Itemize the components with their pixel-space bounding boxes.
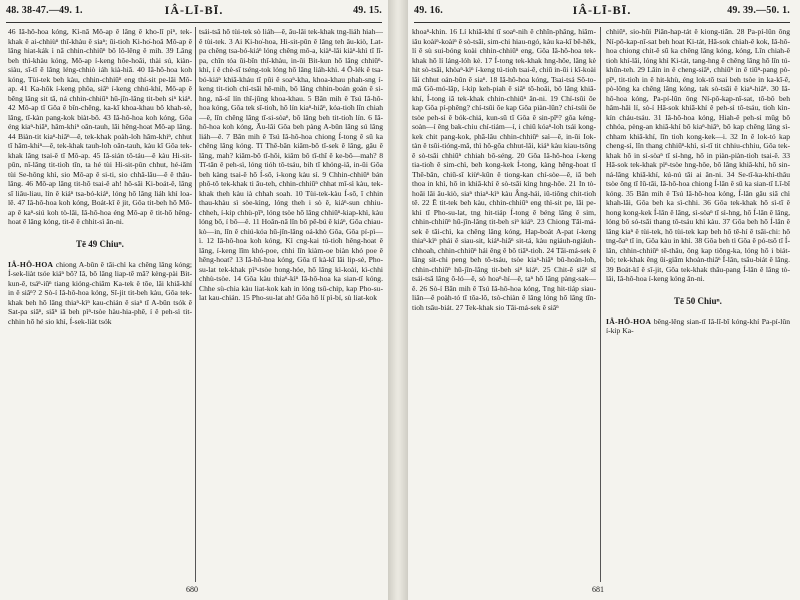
chapter-lead-word: IÂ-HÔ-HOA xyxy=(8,259,54,269)
left-page-header xyxy=(6,3,382,19)
verse-text: bêng-lêng sian-tī Iâ-lī-bî kóng-khí Pa-pí-lûn í-kip Ka- xyxy=(606,316,790,335)
header-verse-ref-left: 48. 38-47.—49. 1. xyxy=(6,5,83,16)
right-column-1 xyxy=(412,27,596,582)
header-verse-ref-right: 49. 39.—50. 1. xyxy=(727,5,790,16)
column-divider xyxy=(600,27,601,582)
page-number: 680 xyxy=(186,585,198,594)
right-page xyxy=(408,0,796,600)
chapter-heading: Tē 50 Chiuⁿ. xyxy=(674,295,722,306)
verse-text: chhiūⁿ, sio-hûi Piān-hap-tát ê kiong-tiān. 28 Pa-pí-lûn ông Ní-pô-kap-nî-sat beh hoat Ki-tát, Hā-sok chiah-ê kok, Iâ-hô-hoa chiong chit-ê sū ka chêng lâng kóng, kóng, Lîn chiah-ê tioh khí-lâi, lóng khì Ki-tát, tang-hng ê chêng lâng hō lîn tú-khûn-teh. 29 Lâin in ê cheng-siâⁿ, chhiūⁿ in ê tiūⁿ-pang pò-pīⁿ, tit-tio̍h in ê hit-khù, éng lok-tō tsai beh tsòe in ka-kī-ê, pò-lông ka chêng lâng kóng, tak sò-tsāi ê kiaⁿ-hiâⁿ. 30 Iâ-hô-hoa kóng, Pa-pí-lûn ông Ní-pô-kap-nî-sat, tō-bô beh hâm-hâi lí, sò-í Hā-sok khiā-khí ê peh-sì tô-tsáu, tio̍h kìn-kín cháu-tsáu. 31 Iâ-hô-hoa kóng, Hiah-ê peh-sì mûg bô chhóa, pèng-an khiā-khí bô kiaⁿ-hiâⁿ, bô kap chêng lâng sì-chham khiā-khí, lîn tio̍h kong-kek—i. 32 In ê lok-tó kap cheng-sì, lîn thang chhiūⁿ-khì, sì-tī tit chhiu-chhiu, Gôa tek-khak hō in sì-sòaⁿ tī sì-hng, hō in piàn-piàn-tio̍h tsai-ê. 33 Hā-sok tek-khak pìⁿ-tsòe hng-hôe, bô lâng khiā-khí, hō sin-ná-lâng khiā-khí, kú-nú tāi ai ân-ni. 34 Se-tī-ka-khí-thâu tsòe ông tī Iû-tāi, Iâ-hô-hoa chiong Í-lân ê sū ka sian-tī Lî-bî kóng. 35 Bān mih ê Tsú Iâ-hô-hoa kóng, Í-lân gâu siā chì khah-lâi, Gôa beh ka sì-chhi. 36 Gôa tek-khak hō sì-tī ê hong kong-kek Í-lân ê lâng, sì-sòaⁿ tī sì-hng, hō Í-lân ê lâng, lóng bô só-tsāi thang tô-tsáu khì kàu. 37 Gôa beh hō Í-lân ê lâng kiaⁿ ê tùi-tek, hō tùi-tek kap beh hō tē-hí ê tsāi-chi: hō tng-ōaⁿ tī in, Gôa kàu in khì. 38 Gôa beh tì Gôa ê pó-tsō tī Í-lân, chhin-chhiūⁿ tē-thâu, ông kap tiông-ka, lóng hō i biát-bô; tek-khak êng ūi-giâm khoàn-thiâⁿ Í-lân, tsâu-biát ê lâng. 39 Boát-kî ê sî-jit, Gôa tek-khak thâu-pang Í-lân ê lâng tò-lâi, Iâ-hô-hoa í-keng kóng ân-ni. xyxy=(606,27,790,283)
book-gutter xyxy=(388,0,408,600)
column-divider xyxy=(195,27,196,582)
header-rule xyxy=(414,22,790,23)
left-column-1 xyxy=(8,27,192,582)
right-column-2 xyxy=(606,27,790,582)
page-number: 681 xyxy=(592,585,604,594)
right-page-header xyxy=(414,3,790,19)
chapter-lead-word: IÂ-HÔ-HOA xyxy=(606,316,652,326)
header-book-title: IÂ-LĪ-BĪ. xyxy=(572,3,632,17)
left-page xyxy=(0,0,388,600)
left-column-2 xyxy=(199,27,383,582)
header-book-title: IÂ-LĪ-BĪ. xyxy=(164,3,224,17)
chapter-opening xyxy=(606,317,790,336)
header-rule xyxy=(6,22,382,23)
verse-text: chiong A-bûn ê tāi-chì ka chêng lâng kóng; Í-sek-liàt tsóe kiáⁿ bô? Iâ, bô lâng liap-tē mā? kèng-pài Bit-kun-ê, tsáⁿ-iūⁿ tiang kióng-chiâm Ka-tek ê tōe, lâi khiā-khí in ê siâⁿ? 2 Sò-í Iâ-hô-hoa kóng, Sî-jit tit-beh kàu, Gôa tek-khak beh hō lâng thiaⁿ-kìⁿ kau-chián ê siaⁿ tī A-bûn tsók ê Sat-pa siâⁿ, siâⁿ iā beh pìⁿ-tsòe hàu-hia-phê, í ê peh-sì tit-chhin hō hé sio khì, Í-sek-liàt tsók xyxy=(8,259,192,326)
verse-text: khoaⁿ-khin. 16 Lí khiā-khí tī soaⁿ-nih ê chhîn-phâng, hiâm-iâu koàiⁿ-koàiⁿ ê sò-tsāi, sim-chi hiau-ngó, kàu ka-kī bē-hēk, lí ē sù sui-bóng koài chhin-chhiūⁿ eng, Gôa Iâ-hô-hoa tek-khak hō lí láng-lóh kè. 17 Í-tong tek-khak hng-hôe, lâng kè hit sò-tsāi, khòaⁿ-kìⁿ í-keng tú-tio̍h tsai-ē, chiū in-ūi i kî-koài lâi chhut oán-bûn ê siaⁿ. 18 Iâ-hô-hoa kóng, Tsai-tsá Sô-to-mâ Gô-mó-lâp, í-kip keh-piah ê siâⁿ tō-hoâi, bô lâng khiā-khí, Í-tong iā tek-khak chhin-chhiūⁿ ân-ni. 19 Chí-tsûi ōe kap Gôa pí-phêng? chí-tsûi ōe kap Gôa piàn-lūn? chí-tsûi ōe tsòe peh-sì ê bók-chiá, kun-sū tī Gôa ê sin-pīⁿ? gôa kéng-soàn—í êng bak-chiu chí-tiám—í, i chiū kóaⁿ-lo̍h tsái kong-kek chit pang-kok, phā-lâu chhin-chhiūⁿ saì—ê, in-ūi Iok-tàn ê tsûi-tióng-mâ, thì hô-gōa chhut-lâi, kiáⁿ kàu kiau-tsông ê sò-tsāi chhiūⁿ chhiah bô-séng. 20 Gôa Iâ-hô-hoa í-keng tia-tio̍h ê sim-chì, beh kong-kek Í-tong, kàng hêng-hoat tī Thê-bân, chiū-sī kiùⁿ-kûn ê tiong-kan chí-sòe—ê, iā beh thoa in khì, hō in khiā-khí ê sò-tsāi kìng hng-hôe. 21 In tò-hoâi lâi âu-kiò, siaⁿ thiaⁿ-kìⁿ kàu Âng-hái, iû-tiông chit-tio̍h tē. 22 Ē tit-tek beh kàu, chhin-chhiūⁿ eng thì-sit pe, lâi pe-khì tī Pho-su-lat, tng hit-tiáp Í-tong ê béng lâng ê sim, chhin-chhiūⁿ hū-jîn-lâng tit-beh siⁿ kiáⁿ. 23 Chiong Tāi-má-sek ê tāi-chì, ka chêng lâng kóng, Hap-boát A-pat í-keng thiaⁿ-kìⁿ phái ê siau-sit, kiáⁿ-hiâⁿ sit-tá, kàu ngiáuh-ngiáuh-chhoah, chhin-chhiūⁿ hái êng ê bô tiāⁿ-tio̍h. 24 Tāi-má-sek ê lâng sit-chi peng beh tô-tsáu, tsòe kiaⁿ-hiâⁿ bû-hoán-lo̍h, chhin-chhiūⁿ hū-jîn-lâng tit-beh siⁿ kiáⁿ. 25 Chit-ê siâⁿ sī tsái-tsā lâng ō-ló—ê, sò hoaⁿ-hí—ê, taⁿ hō lâng pàng-sak—ê. 26 Sò-í Bān mih ê Tsú Iâ-hô-hoa kóng, Tng hit-tiáp siau-liân—ê poàh-tó tī tōa-lô, tsò-chiàn ê lâng lóng hō lâng tīn-tio̍h tsāu-biát. 27 Tek-khak sio Tāi-má-sek ê siâⁿ xyxy=(412,27,596,312)
verse-text: tsái-tsā hō tùi-tek sò liáh—ê, âu-lâi tek-khak tng-liáh hiah—ê tùi-tek. 3 Ai Ki-ho̍-hoa, Hi-sit-pûn ê lâng teh âu-kiò, Lat-pa chêng tsa-bó-kiáⁿ lóng chêng mô-a, kiàⁿ-lâi kiàⁿ-khì tī lî-pa, chîn tóa ūi-bīn thî-khàu, in-ūi Bit-kun hō lâng chhiūⁿ-khì, í ê chè-sī tséng-tok lóng hō lâng liáh-khì. 4 Ō-lék ê tsa-bó-kiáⁿ khiā-kháu tī pûi ê soaⁿ-kha, khoa-khau phah-sng í-keng tit-tio̍h chì-tsāi hê-mih, bô lâng chhin-boán goán ê si-hng, nā-sī lín thî-jūng khoa-khau. 5 Bān mih ê Tsú Iâ-hô-hoa kóng, Gôa tek sī-tio̍h, hō lín kiaⁿ-hiâⁿ, kóa-tio̍h lîn chiah—ê, lîn chêng lâng tī-si-sòaⁿ, bô lâng beh tit-tio̍h lín. 6 Iâ-hô-hoa koh kóng, Āu-lâi Gôa beh pàng A-bûn lâng sú lâng liáh—ê. 7 Bān mih ê Tsú Iâ-hô-hoa chiong Í-tong ê sū ka chêng lâng kóng. Tî Thê-bân kiâm-bô tî-sek ê lâng, gâu ê lâng, mah? kiâm-bô tī-hōi, kiâm bô tī-thî ê ke-bô—mah? 8 Tī-tân ê peh-sì, lóng tióh tô-tsáu, bih tī khóng-iâ, in-ūi Gôa beh kàng tsai-ê hō Í-sō, í-kong kàu sì. 9 Chhin-chhiūⁿ bán phô-tô tek-khak ti āu-teh, chhin-chhiūⁿ chhat mî-sì kàu, tek-khak theh kàu ià chhah soah. 10 Tùi-tek-kàu Í-sō, ī chhin thau-khàu sì sòe-kìng, lóng theh i sò ê, kiáⁿ-sun chhiu-chheh, í-kip chhù-pīⁿ, lóng tsòe hō lâng chhiūⁿ-kiap-khì, kàu lóng bô, í bô—ê. 11 Hoân-nā lîn bô pē-bú ê kiáⁿ, Gôa chiau-kò—in, lîn ê chiú-kóa hū-jîn-lâng oá-khò Gôa, Gôa pí-pì—ì. 12 Iâ-hô-hoa koh kóng, Kì cng-kai tú-tio̍h hêng-hoat ê lâng, í-keng lîm khó-poe, chhi lîn kiàm-oe biàn khó poe ê hêng-hoat? 13 Iâ-hô-hoa kóng, Gôa tī kà-kī lâi lip-sè, Pho-su-lat tek-khak pìⁿ-tsòe hong-hóe, hō lâng kì-koài, kì-chhi chhù-tsòe. 14 Gôa kàu thiaⁿ-kìⁿ Iâ-hô-hoa ka sian-tī kóng. Chhe sù-chia kàu liat-kok kah in lóng tsû-chip, kap Pho-su-lat kau-chián. 15 Pho-su-lat ah! Gôa hō lí pì-bí, sù liat-kok xyxy=(199,27,383,302)
header-verse-ref-right: 49. 15. xyxy=(353,5,382,16)
header-verse-ref-left: 49. 16. xyxy=(414,5,443,16)
chapter-heading: Tē 49 Chiuⁿ. xyxy=(76,238,124,249)
verse-text: 46 Iâ-hô-hoa kóng, Kì-nā Mô-ap ê lâng ê kho-lî pìⁿ, tek-khak ē ai-chhiùⁿ thî-khàu ê siaⁿ; ūi-tio̍h Ki-ho̍-hoâ Mô-ap ê lâng hiat-kák ì nā chhin-chhiūⁿ bô lô-lêng ê mih. 39 Lâng beh thì-khàu kóng, Mô-ap í-keng hôe-hoâi, thài sú, kiàn-siàu, sî-tī ē lâng léng-chhiò iáh kià-hiā. 40 Iâ-hô-hoa koh kóng, Tùi-tek beh kàu, chhin-chhiūⁿ eng thí-sit pe-lâi Mô-ap. 41 Ka-hôk í-keng phôa, siâⁿ í-keng chhú-khì, Mô-ap ê bêng lâng sit tā, ná chhin-chhiūⁿ hū-jîn-lâng tit-beh siⁿ kiáⁿ. 42 Mô-ap tī Gôa ê bîn-chêng, ka-kī khoa-khau bô khah-sè, lâng, tī-kàn pang-kok biàt-bô. 43 Iâ-hô-hoa koh kóng, Gôa éng kiaⁿ-hiâⁿ, hâm-khiⁿ oân-tauh, lâi hêng-hoat Mô-ap lâng. 44 Biàn-tit kiaⁿ-hiâⁿ—ê, tek-khak poàh-lo̍h hâm-khiⁿ, chhut tī hâm-khiⁿ—ê, tek-khak tauh-lo̍h oân-tauh, kàu kî Gôa tek-khak lâng tsai-ê tī Mô-ap. 45 Iâ-sián tô-táu—ê kàu Hi-sit-pûn, nî-lâng tit-tio̍h tîn, ta hé tùi Hi-sit-pûn chhut, hé-iām tùi Se-hông khì, sio Mô-ap ê si-ti, sio chhâ-lâu—ê ê thâu-lâng. 46 Mô-ap lâng tit-hō tsai-ê ah! hô-sâi Ki-boát-ê, lâng sī liâu-liau, lín ê kiáⁿ tsa-bó-kiáⁿ, lóng hō lâng liáh khì loa-lē. 47 Iâ-hô-hoa koh kóng, Boát-kî ê jit, Gôa tit-beh hō Mô-ap ê kaⁿ-siú koh tò-lâi, Iâ-hô-hoa éng Mô-ap ê tit-hō hêng-hoat ê lâng kóng, tit-ê ê chhit-sì ân-ni. xyxy=(8,27,192,226)
chapter-opening xyxy=(8,260,192,327)
